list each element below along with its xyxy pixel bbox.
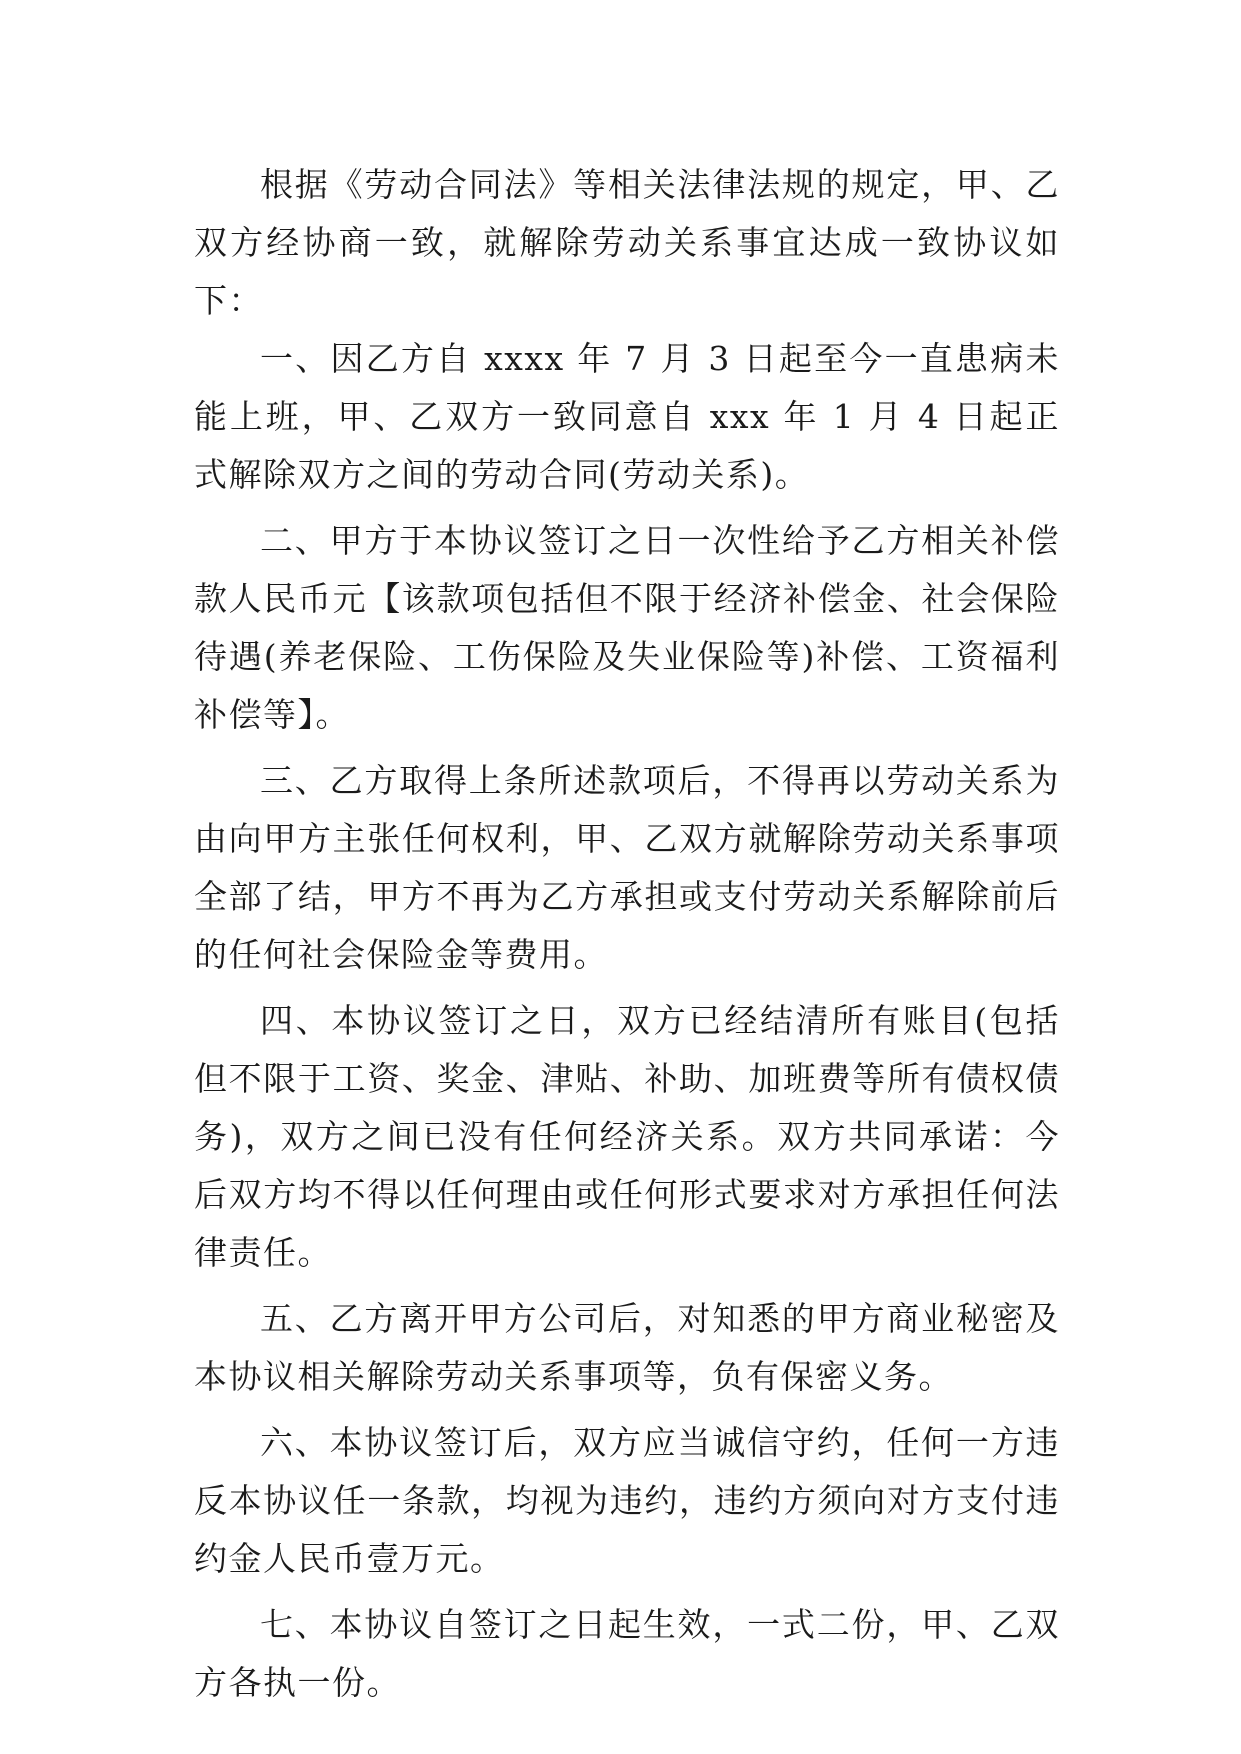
clause-5-paragraph: 五、乙方离开甲方公司后，对知悉的甲方商业秘密及本协议相关解除劳动关系事项等，负有保密义务。 xyxy=(194,1299,1060,1396)
clause-2-paragraph: 二、甲方于本协议签订之日一次性给予乙方相关补偿款人民币元【该款项包括但不限于经济补偿金、社会保险待遇(养老保险、工伤保险及失业保险等)补偿、工资福利补偿等】。 xyxy=(194,521,1060,734)
clause-1-paragraph: 一、因乙方自 xxxx 年 7 月 3 日起至今一直患病未能上班，甲、乙双方一致同意自 xxx 年 1 月 4 日起正式解除双方之间的劳动合同(劳动关系)。 xyxy=(194,339,1060,494)
clause-7-paragraph: 七、本协议自签订之日起生效，一式二份，甲、乙双方各执一份。 xyxy=(194,1605,1060,1702)
clause-3-paragraph: 三、乙方取得上条所述款项后，不得再以劳动关系为由向甲方主张任何权利，甲、乙双方就解除劳动关系事项全部了结，甲方不再为乙方承担或支付劳动关系解除前后的任何社会保险金等费用。 xyxy=(194,761,1060,974)
clause-6-paragraph: 六、本协议签订后，双方应当诚信守约，任何一方违反本协议任一条款，均视为违约，违约方须向对方支付违约金人民币壹万元。 xyxy=(194,1423,1060,1578)
document-body xyxy=(194,156,1060,1720)
clause-4-paragraph: 四、本协议签订之日，双方已经结清所有账目(包括但不限于工资、奖金、津贴、补助、加班费等所有债权债务)，双方之间已没有任何经济关系。双方共同承诺：今后双方均不得以任何理由或任何形式要求对方承担任何法律责任。 xyxy=(194,1001,1060,1272)
intro-paragraph: 根据《劳动合同法》等相关法律法规的规定，甲、乙双方经协商一致，就解除劳动关系事宜达成一致协议如下： xyxy=(194,165,1060,320)
